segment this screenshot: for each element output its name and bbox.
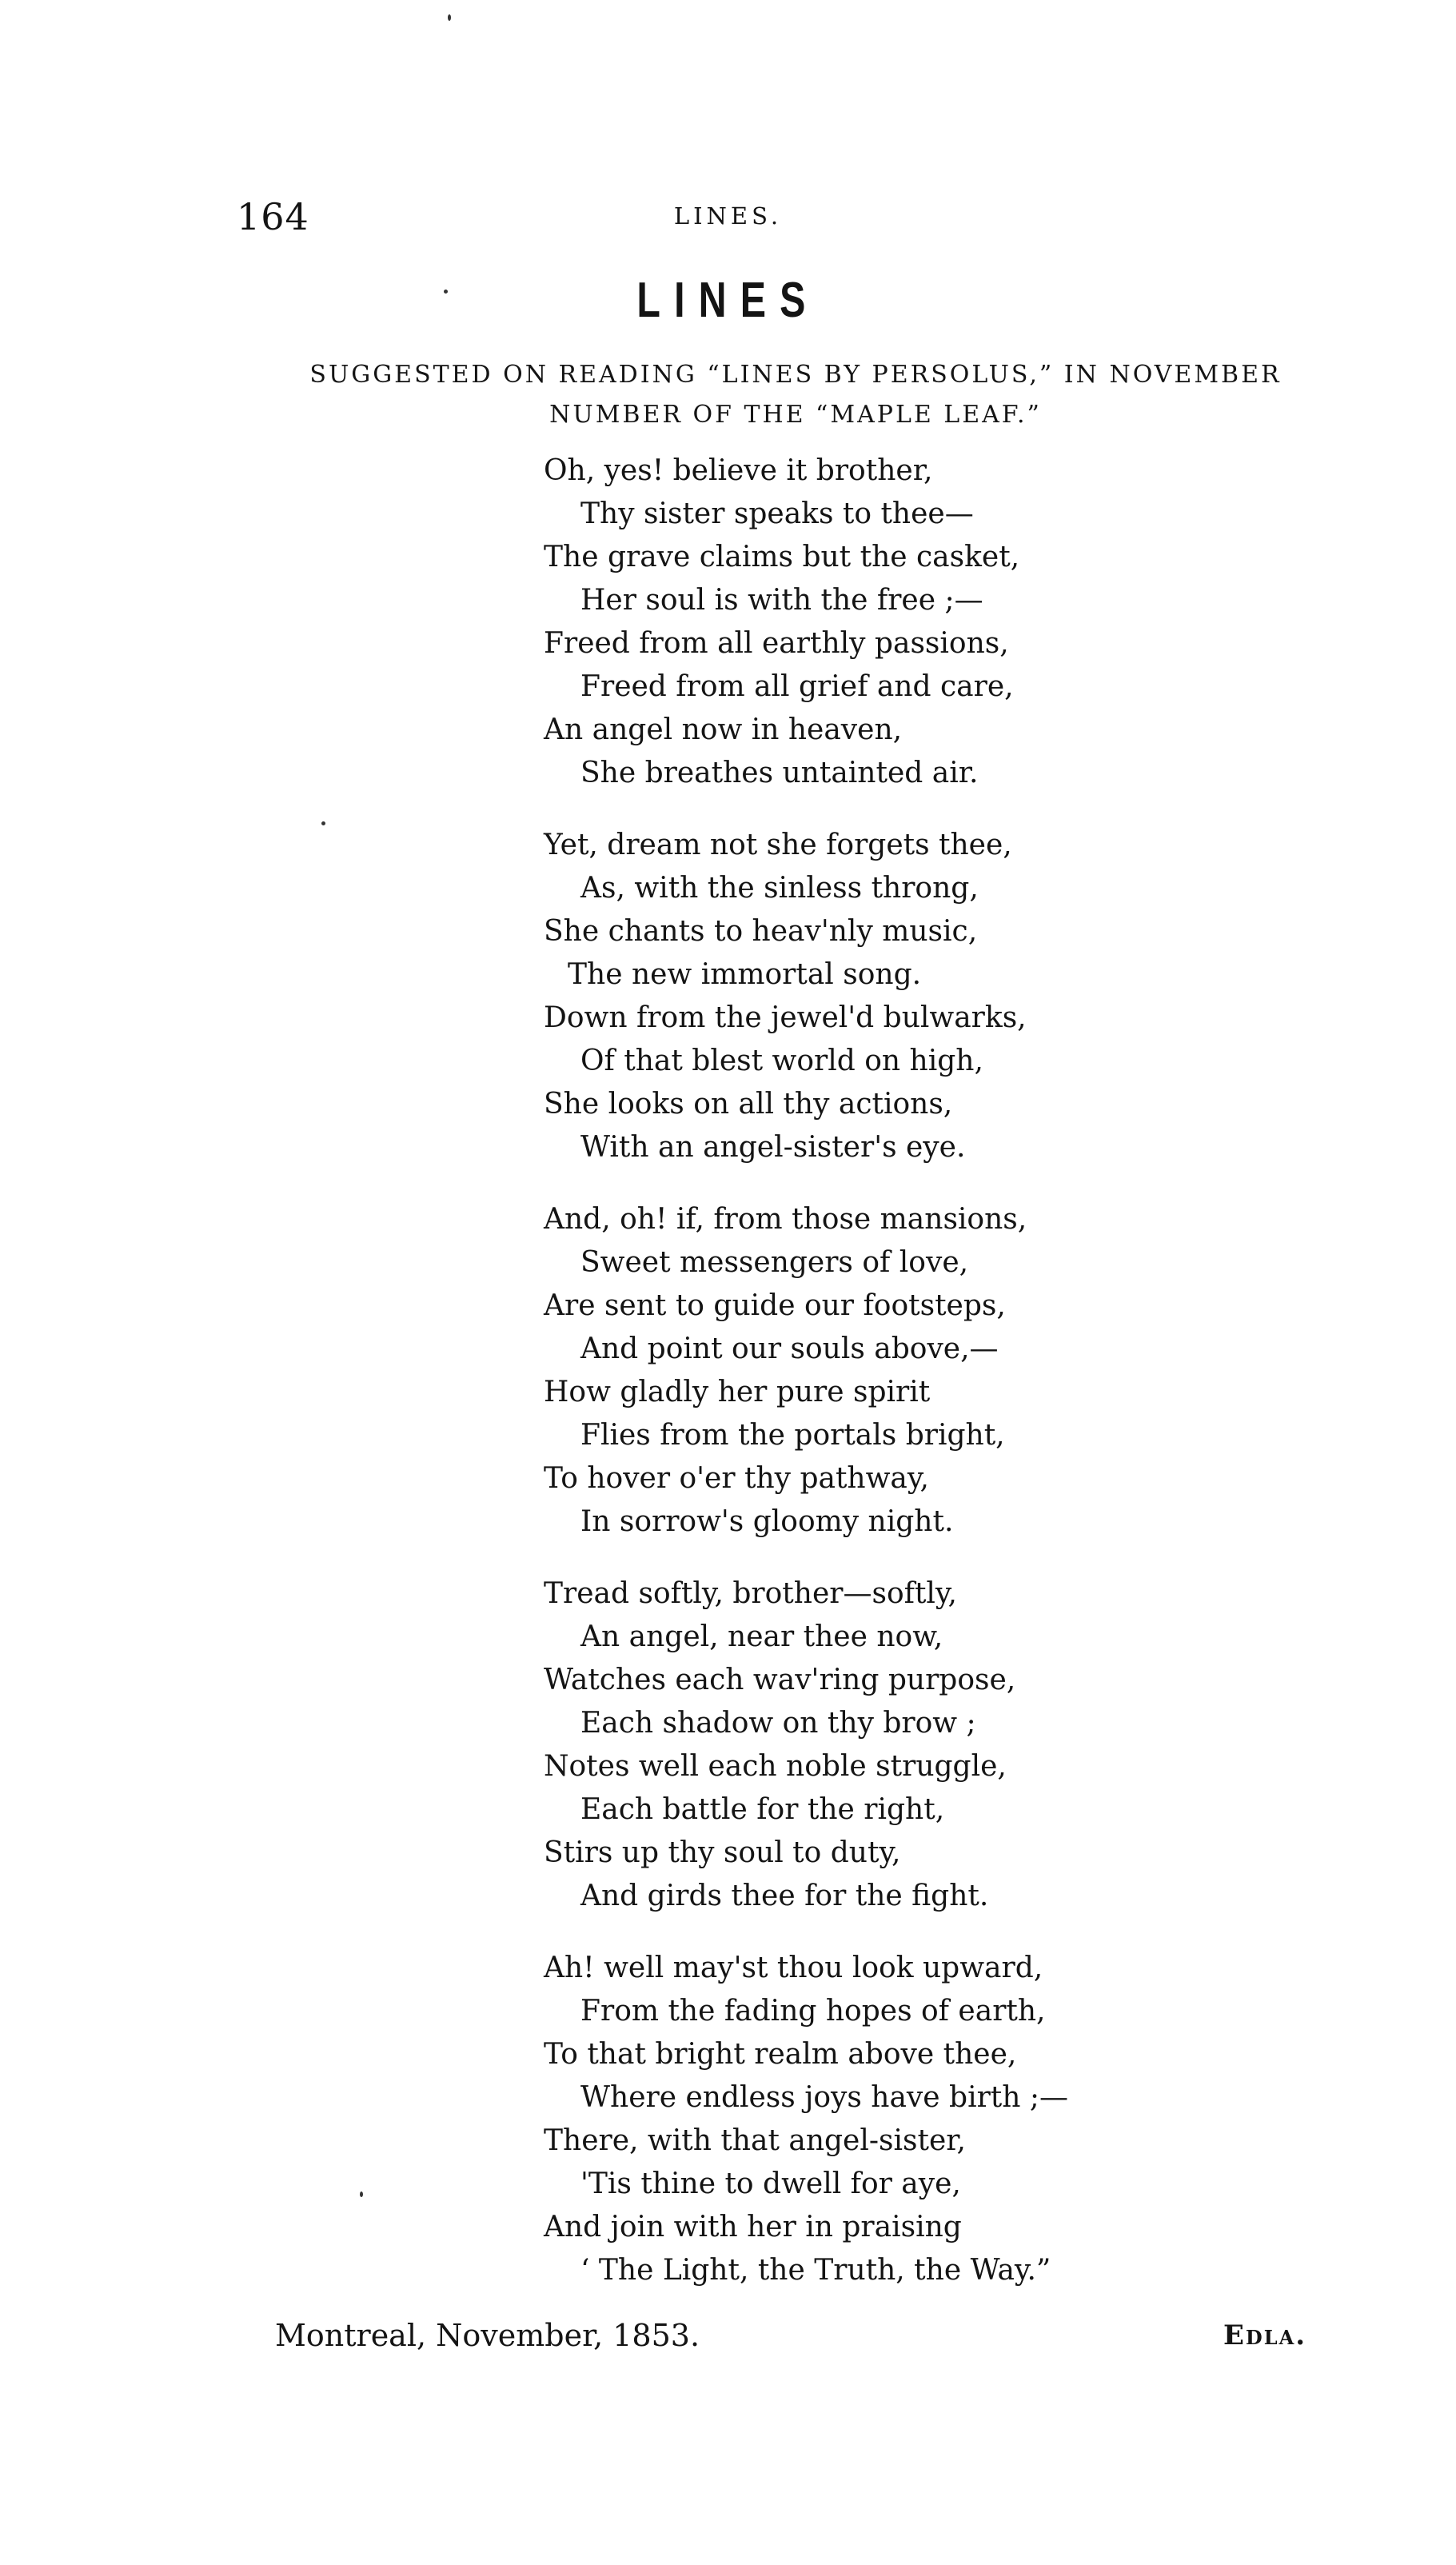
verse-line: To that bright realm above thee,: [544, 2038, 1017, 2071]
stanza-4: [544, 1572, 1343, 1918]
verse-line: Notes well each noble struggle,: [544, 1750, 1007, 1783]
poem-subtitle: SUGGESTED ON READING “LINES BY PERSOLUS,” IN NOVEMBER NUMBER OF THE “MAPLE LEAF.”: [309, 361, 1282, 429]
stanza-1: [544, 449, 1343, 795]
running-head: LINES.: [673, 202, 783, 230]
verse-line: And join with her in praising: [544, 2211, 962, 2243]
verse-line: Watches each wav'ring purpose,: [544, 1664, 1016, 1696]
print-speck: [321, 821, 325, 825]
verse-line: She breathes untainted air.: [580, 757, 979, 789]
verse-line: And, oh! if, from those mansions,: [544, 1203, 1027, 1236]
print-speck: [444, 290, 448, 294]
verse-line: Down from the jewel'd bulwarks,: [544, 1001, 1027, 1034]
verse-line: The new immortal song.: [568, 958, 922, 991]
verse-line: Where endless joys have birth ;—: [580, 2081, 1069, 2114]
verse-line: From the fading hopes of earth,: [580, 1995, 1046, 2028]
verse-line: Stirs up thy soul to duty,: [544, 1836, 901, 1869]
verse-line: An angel, near thee now,: [580, 1620, 943, 1653]
stanza-5: [544, 1947, 1343, 2292]
verse-line: Her soul is with the free ;—: [580, 584, 983, 617]
verse-line: Each shadow on thy brow ;: [580, 1707, 976, 1740]
verse-line: She looks on all thy actions,: [544, 1088, 953, 1121]
verse-line: Oh, yes! believe it brother,: [544, 454, 933, 487]
verse-line: And girds thee for the fight.: [580, 1880, 989, 1912]
verse-line: ‘ The Light, the Truth, the Way.”: [580, 2254, 1051, 2287]
verse-line: Each battle for the right,: [580, 1793, 945, 1826]
verse-line: An angel now in heaven,: [544, 713, 903, 746]
verse-line: Of that blest world on high,: [580, 1045, 983, 1077]
print-speck: [448, 14, 451, 21]
verse-line: To hover o'er thy pathway,: [544, 1462, 929, 1495]
stanza-2: [544, 824, 1343, 1169]
verse-line: Freed from all earthly passions,: [544, 627, 1009, 660]
poem-body: [544, 449, 1343, 2321]
print-speck: [360, 2191, 363, 2197]
verse-line: Thy sister speaks to thee—: [580, 497, 974, 530]
verse-line: Tread softly, brother—softly,: [544, 1577, 957, 1610]
verse-line: The grave claims but the casket,: [544, 541, 1020, 573]
verse-line: Sweet messengers of love,: [580, 1246, 969, 1279]
verse-line: Freed from all grief and care,: [580, 670, 1014, 703]
verse-line: Ah! well may'st thou look upward,: [544, 1952, 1043, 1984]
verse-line: She chants to heav'nly music,: [544, 915, 978, 948]
stanza-3: [544, 1198, 1343, 1544]
signature: Edla.: [1223, 2319, 1307, 2351]
verse-line: And point our souls above,—: [580, 1332, 999, 1365]
verse-line: With an angel-sister's eye.: [580, 1131, 966, 1164]
verse-line: Yet, dream not she forgets thee,: [544, 829, 1012, 861]
verse-line: There, with that angel-sister,: [544, 2124, 966, 2157]
verse-line: In sorrow's gloomy night.: [580, 1505, 954, 1538]
place-date: Montreal, November, 1853.: [275, 2318, 700, 2353]
page-number: 164: [237, 195, 309, 238]
verse-line: Flies from the portals bright,: [580, 1419, 1005, 1452]
poem-title: LINES: [636, 273, 820, 328]
verse-line: As, with the sinless throng,: [580, 872, 979, 905]
verse-line: 'Tis thine to dwell for aye,: [580, 2167, 961, 2200]
verse-line: Are sent to guide our footsteps,: [544, 1289, 1006, 1322]
verse-line: How gladly her pure spirit: [544, 1376, 931, 1408]
